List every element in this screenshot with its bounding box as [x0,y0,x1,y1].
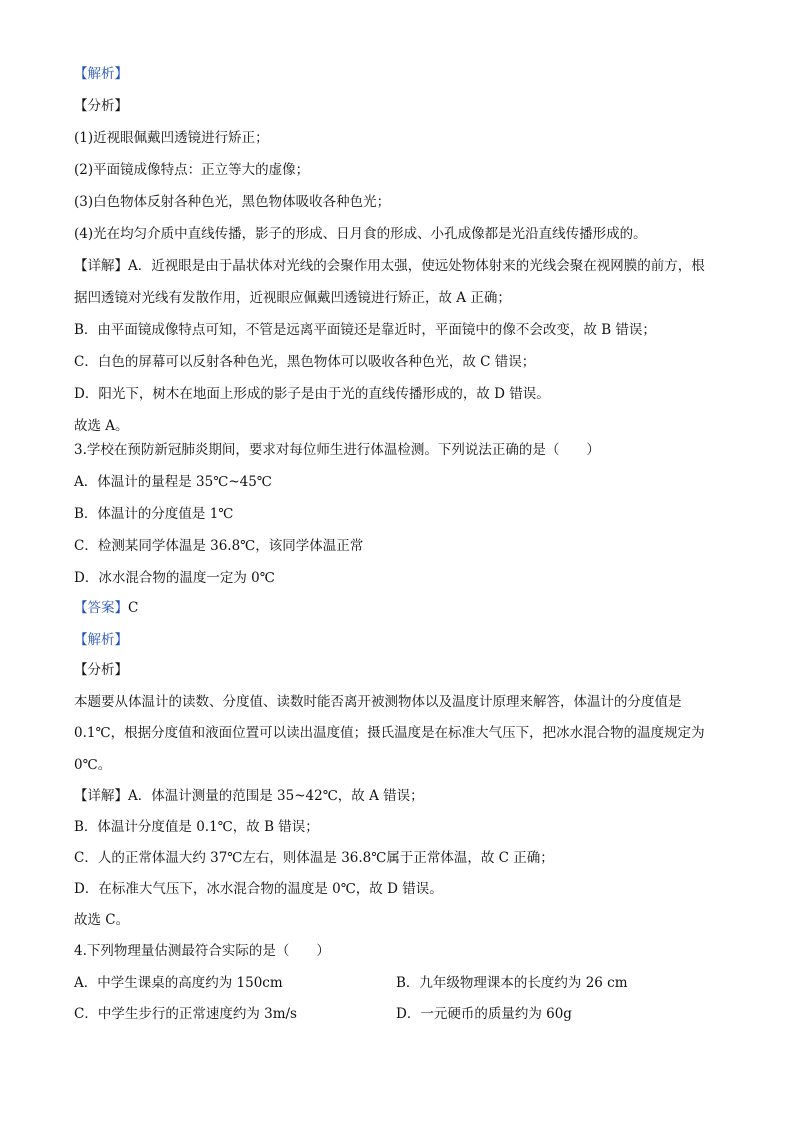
question-3-option: B．体温计的分度值是 1℃ [74,506,234,522]
fenxi-line: 0℃。 [74,757,112,773]
detail-line: A．体温计测量的范围是 35~42℃，故 A 错误； [128,788,424,804]
analysis-point: (4)光在均匀介质中直线传播，影子的形成、日月食的形成、小孔成像都是光沿直线传播形成的。 [74,226,647,242]
detail-heading: 【详解】 [74,788,128,804]
question-4-option-d: D．一元硬币的质量约为 60g [396,1006,572,1022]
fenxi-line: 本题要从体温计的读数、分度值、读数时能否离开被测物体以及温度计原理来解答，体温计的分度值是 [74,694,682,710]
conclusion-line: 故选 C。 [74,912,130,928]
detail-line: D．阳光下，树木在地面上形成的影子是由于光的直线传播形成的，故 D 错误。 [74,386,550,402]
detail-paragraph [74,256,724,276]
conclusion-line: 故选 A。 [74,418,129,434]
detail-line: C．白色的屏幕可以反射各种色光，黑色物体可以吸收各种色光，故 C 错误； [74,354,536,370]
detail-heading: 【详解】 [74,258,128,274]
detail-line: A．近视眼是由于晶状体对光线的会聚作用太强，使远处物体射来的光线会聚在视网膜的前方，根 [128,258,705,274]
question-4-stem: 4.下列物理量估测最符合实际的是（ ） [74,943,330,959]
detail-line: 据凹透镜对光线有发散作用，近视眼应佩戴凹透镜进行矫正，故 A 正确； [74,290,511,306]
detail-line: D．在标准大气压下，冰水混合物的温度是 0℃，故 D 错误。 [74,881,443,897]
question-3-stem: 3.学校在预防新冠肺炎期间，要求对每位师生进行体温检测。下列说法正确的是（ ） [74,442,600,458]
analysis-point: (3)白色物体反射各种色光，黑色物体吸收各种色光； [74,194,391,210]
analysis-heading: 【解析】 [74,632,128,648]
question-3-option: C．检测某同学体温是 36.8℃，该同学体温正常 [74,538,364,554]
detail-line: B．体温计分度值是 0.1℃，故 B 错误； [74,819,319,835]
fenxi-heading: 【分析】 [74,98,128,114]
fenxi-heading: 【分析】 [74,662,128,678]
question-3-option: D．冰水混合物的温度一定为 0℃ [74,570,275,586]
answer-heading: 【答案】 [74,600,128,616]
answer-line [74,598,724,618]
analysis-point: (2)平面镜成像特点：正立等大的虚像； [74,162,310,178]
question-3-option: A．体温计的量程是 35℃~45℃ [74,474,272,490]
detail-line: C．人的正常体温大约 37℃左右，则体温是 36.8℃属于正常体温，故 C 正确； [74,850,554,866]
question-4-option-c: C．中学生步行的正常速度约为 3m/s [74,1006,297,1022]
question-4-option-a: A．中学生课桌的高度约为 150cm [74,975,283,991]
analysis-heading: 【解析】 [74,66,128,82]
answer-value: C [128,600,139,616]
detail-line: B．由平面镜成像特点可知，不管是远离平面镜还是靠近时，平面镜中的像不会改变，故 B 错误； [74,322,656,338]
fenxi-line: 0.1℃，根据分度值和液面位置可以读出温度值；摄氏温度是在标准大气压下，把冰水混合物的温度规定为 [74,725,705,741]
question-4-option-b: B．九年级物理课本的长度约为 26 cm [396,975,628,991]
detail-paragraph [74,786,724,806]
analysis-point: (1)近视眼佩戴凹透镜进行矫正； [74,130,269,146]
